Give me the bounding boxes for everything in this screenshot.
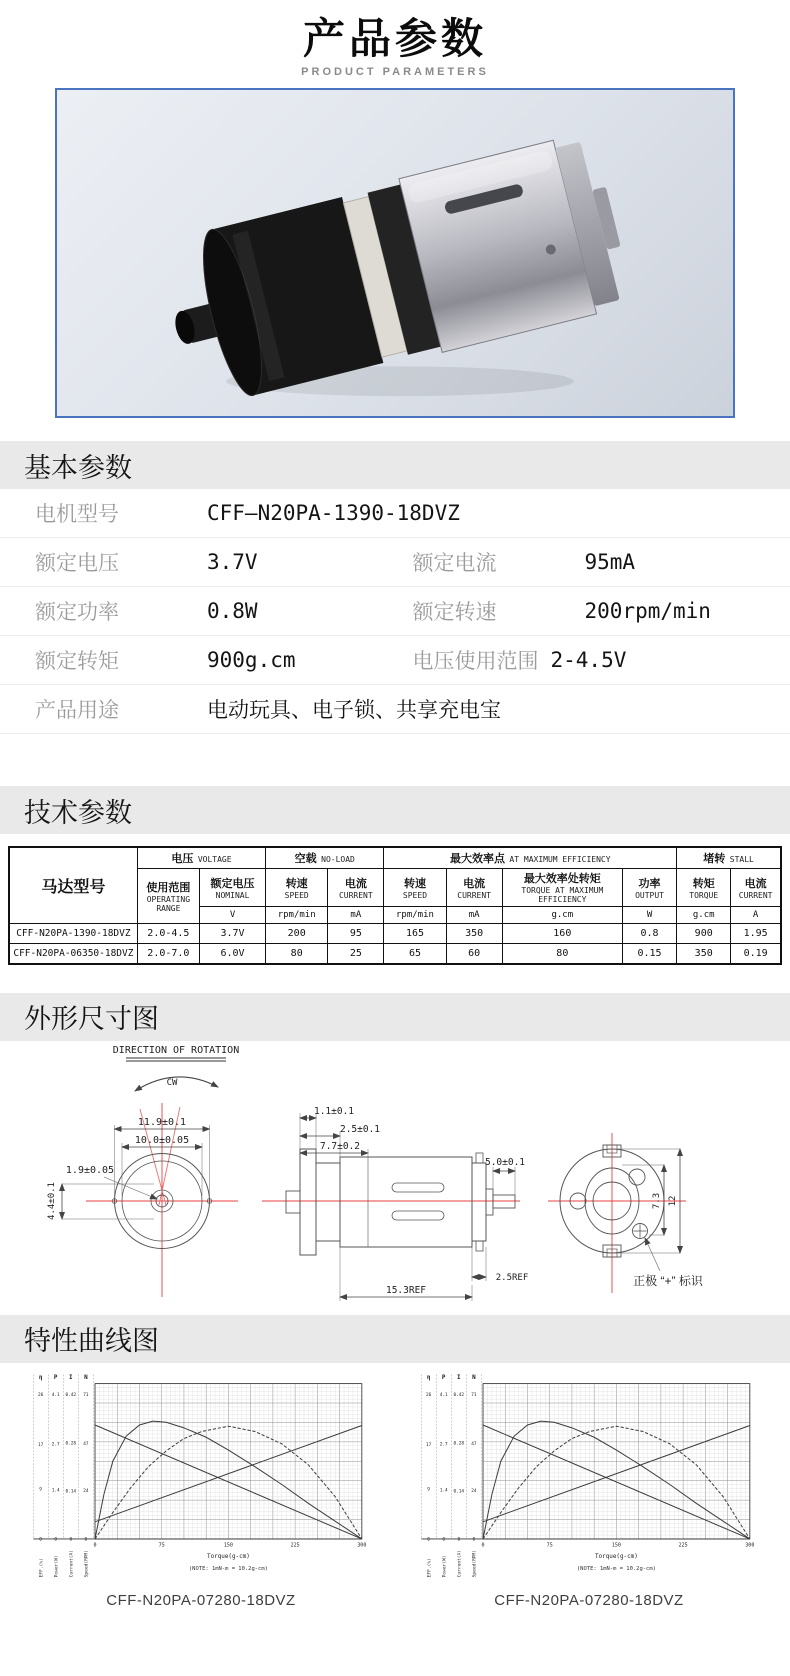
- data-cell: 2.0-7.0: [137, 943, 199, 964]
- y-axis-header: P: [53, 1373, 58, 1381]
- x-tick-label: 300: [745, 1541, 755, 1548]
- characteristic-chart-left: [12, 1369, 390, 1609]
- dim-shaft-length: 5.0±0.1: [484, 1156, 526, 1168]
- sub-header: 电流 CURRENT: [446, 869, 502, 906]
- data-cell: 1.95: [731, 923, 781, 943]
- front-view: [47, 1103, 238, 1297]
- data-cell: 350: [446, 923, 502, 943]
- chart-caption: CFF-N20PA-07280-18DVZ: [106, 1591, 296, 1609]
- param-label: 额定电压: [35, 552, 119, 576]
- param-label: 额定功率: [35, 601, 119, 625]
- sub-header: 额定电压 NOMINAL: [199, 869, 265, 906]
- y-tick-label: 47: [83, 1441, 89, 1447]
- unit-cell: mA: [328, 906, 384, 923]
- data-cell: 165: [384, 923, 446, 943]
- unit-cell: W: [622, 906, 676, 923]
- data-cell: 95: [328, 923, 384, 943]
- y-tick-label: 71: [471, 1392, 477, 1398]
- y-tick-label: 4.1: [439, 1392, 448, 1398]
- table-data-row: [9, 943, 781, 964]
- data-cell: 0.15: [622, 943, 676, 964]
- y-axis-label: EFF.(%): [39, 1557, 45, 1577]
- section-curves: [0, 1315, 790, 1363]
- y-axis-label: Speed(RPM): [84, 1549, 90, 1577]
- sub-header: 使用范围 OPERATING RANGE: [137, 869, 199, 923]
- data-cell: 80: [502, 943, 622, 964]
- dim-tail-ref: 2.5REF: [495, 1272, 529, 1283]
- y-axis-label: Speed(RPM): [472, 1549, 478, 1577]
- y-tick-label: 0: [472, 1537, 476, 1543]
- x-axis-label: Torque(g-cm): [595, 1552, 638, 1560]
- data-cell: 160: [502, 923, 622, 943]
- polarity-label: 正极 “+” 标识: [633, 1273, 703, 1288]
- unit-cell: A: [731, 906, 781, 923]
- data-cell: 65: [384, 943, 446, 964]
- rotation-cw-label: CW: [166, 1077, 178, 1088]
- dim-plate: 1.1±0.1: [313, 1105, 355, 1117]
- y-tick-label: 0: [39, 1537, 42, 1543]
- y-tick-label: 71: [83, 1392, 89, 1398]
- y-tick-label: 0.28: [65, 1440, 77, 1446]
- y-axis-header: P: [441, 1373, 446, 1381]
- section-basic-title: 基本参数: [24, 452, 132, 483]
- section-basic-params: [0, 441, 790, 489]
- y-axis-header: N: [84, 1373, 88, 1381]
- unit-cell: g.cm: [502, 906, 622, 923]
- data-cell: 0.8: [622, 923, 676, 943]
- y-tick-label: 0.42: [65, 1392, 77, 1398]
- group-header: 堵转 STALL: [677, 847, 781, 869]
- x-tick-label: 75: [546, 1541, 553, 1548]
- group-header: 空载 NO-LOAD: [266, 847, 384, 869]
- dimension-drawing: [0, 1041, 790, 1309]
- y-tick-label: 24: [83, 1488, 89, 1494]
- param-value: 95mA: [584, 550, 636, 575]
- param-label: 产品用途: [35, 699, 119, 723]
- group-header: 最大效率点 AT MAXIMUM EFFICIENCY: [384, 847, 677, 869]
- y-tick-label: 0: [84, 1537, 88, 1543]
- param-label: 额定转速: [412, 601, 497, 625]
- y-tick-label: 9: [39, 1487, 42, 1493]
- y-tick-label: 0.14: [65, 1489, 77, 1495]
- y-axis-label: Current(A): [457, 1549, 463, 1577]
- side-view: [262, 1106, 528, 1301]
- x-tick-label: 150: [223, 1541, 233, 1548]
- chart-note: (NOTE: 1mN-m = 10.2g-cm): [576, 1565, 656, 1572]
- table-data-row: [9, 923, 781, 943]
- param-value: 2-4.5V: [550, 648, 627, 673]
- sub-header: 转速 SPEED: [266, 869, 328, 906]
- page-title: 产品参数: [302, 15, 487, 62]
- dim-height: 12: [668, 1195, 678, 1206]
- y-axis-header: η: [426, 1373, 431, 1381]
- sub-header: 转速 SPEED: [384, 869, 446, 906]
- dim-shaft-diameter: 1.9±0.05: [65, 1164, 115, 1176]
- param-value: CFF—N20PA-1390-18DVZ: [207, 501, 460, 526]
- param-row: [0, 538, 790, 587]
- page-subtitle: PRODUCT PARAMETERS: [301, 66, 489, 79]
- y-axis-label: Power(W): [442, 1555, 448, 1577]
- sub-header: 最大效率处转矩 TORQUE AT MAXIMUM EFFICIENCY: [502, 869, 622, 906]
- data-cell: 3.7V: [199, 923, 265, 943]
- data-cell: 25: [328, 943, 384, 964]
- x-tick-label: 0: [93, 1541, 97, 1548]
- section-dimension-title: 外形尺寸图: [24, 1004, 159, 1035]
- tech-table: [8, 846, 782, 964]
- chart-note: (NOTE: 1mN-m = 10.2g-cm): [188, 1565, 268, 1572]
- y-tick-label: 26: [425, 1392, 432, 1398]
- data-cell: 350: [677, 943, 731, 964]
- section-curves-title: 特性曲线图: [24, 1326, 159, 1357]
- y-tick-label: 24: [471, 1488, 477, 1494]
- y-tick-label: 2.7: [439, 1442, 448, 1448]
- y-tick-label: 17: [37, 1442, 44, 1448]
- rotation-title: DIRECTION OF ROTATION: [112, 1044, 240, 1056]
- param-value: 3.7V: [207, 550, 258, 575]
- x-axis-label: Torque(g-cm): [207, 1552, 250, 1560]
- data-cell: 900: [677, 923, 731, 943]
- y-axis-header: N: [472, 1373, 476, 1381]
- characteristic-chart-right: [400, 1369, 778, 1609]
- x-tick-label: 0: [481, 1541, 485, 1548]
- y-tick-label: 0: [54, 1537, 58, 1543]
- y-tick-label: 1.4: [439, 1487, 448, 1493]
- unit-cell: rpm/min: [266, 906, 328, 923]
- dim-outer-width: 11.9±0.1: [137, 1116, 187, 1128]
- section-dimension: [0, 993, 790, 1041]
- param-value: 900g.cm: [207, 648, 296, 673]
- y-axis-label: Current(A): [69, 1549, 75, 1577]
- x-tick-label: 225: [290, 1541, 300, 1548]
- param-label: 额定电流: [412, 552, 497, 576]
- unit-cell: mA: [446, 906, 502, 923]
- y-tick-label: 0.28: [453, 1440, 465, 1446]
- y-tick-label: 4.1: [51, 1392, 60, 1398]
- y-tick-label: 1.4: [51, 1487, 60, 1493]
- data-cell: 2.0-4.5: [137, 923, 199, 943]
- param-value: 200rpm/min: [584, 599, 711, 624]
- y-tick-label: 0: [442, 1537, 446, 1543]
- motor-photo: [57, 90, 733, 416]
- x-tick-label: 75: [158, 1541, 165, 1548]
- data-cell: 60: [446, 943, 502, 964]
- product-image-frame: [55, 88, 735, 418]
- data-cell: 200: [266, 923, 328, 943]
- unit-cell: rpm/min: [384, 906, 446, 923]
- model-header: 马达型号: [9, 847, 137, 923]
- y-tick-label: 0.14: [453, 1489, 465, 1495]
- y-tick-label: 26: [37, 1392, 44, 1398]
- model-cell: CFF-N20PA-1390-18DVZ: [9, 923, 137, 943]
- y-axis-header: I: [456, 1373, 461, 1381]
- y-tick-label: 9: [427, 1487, 430, 1493]
- dim-hole-span: 7.3: [652, 1192, 662, 1209]
- dim-gear-step: 2.5±0.1: [339, 1123, 381, 1135]
- dim-gearbox: 7.7±0.2: [319, 1140, 361, 1152]
- rotation-direction-note: [113, 1045, 239, 1091]
- param-row: [0, 636, 790, 685]
- section-tech-params: [0, 786, 790, 834]
- y-tick-label: 2.7: [51, 1442, 60, 1448]
- y-tick-label: 0: [427, 1537, 430, 1543]
- param-row-usage: [0, 685, 790, 734]
- chart-canvas: [419, 1369, 759, 1581]
- param-value: 电动玩具、电子锁、共享充电宝: [207, 699, 501, 723]
- sub-header: 电流 CURRENT: [328, 869, 384, 906]
- unit-cell: g.cm: [677, 906, 731, 923]
- y-tick-label: 0: [457, 1537, 461, 1543]
- param-row: [0, 587, 790, 636]
- y-axis-header: η: [38, 1373, 43, 1381]
- param-label: 额定转矩: [35, 650, 119, 674]
- dim-inner-width: 10.0±0.05: [134, 1134, 190, 1146]
- group-header: 电压 VOLTAGE: [137, 847, 265, 869]
- page-header: [0, 0, 790, 78]
- sub-header: 电流 CURRENT: [731, 869, 781, 906]
- curve-charts: [0, 1363, 790, 1609]
- y-tick-label: 0.42: [453, 1392, 465, 1398]
- data-cell: 0.19: [731, 943, 781, 964]
- sub-header: 功率 OUTPUT: [622, 869, 676, 906]
- y-axis-header: I: [68, 1373, 73, 1381]
- y-tick-label: 17: [425, 1442, 432, 1448]
- y-axis-label: EFF.(%): [427, 1557, 433, 1577]
- section-tech-title: 技术参数: [24, 797, 132, 828]
- model-cell: CFF-N20PA-06350-18DVZ: [9, 943, 137, 964]
- x-tick-label: 150: [611, 1541, 621, 1548]
- x-tick-label: 225: [678, 1541, 688, 1548]
- y-axis-label: Power(W): [54, 1555, 60, 1577]
- dim-body-length: 15.3REF: [385, 1284, 427, 1296]
- basic-param-list: [0, 489, 790, 734]
- chart-canvas: [31, 1369, 371, 1581]
- data-cell: 6.0V: [199, 943, 265, 964]
- y-tick-label: 0: [69, 1537, 73, 1543]
- param-label: 电压使用范围: [412, 650, 539, 674]
- unit-cell: V: [199, 906, 265, 923]
- sub-header: 转矩 TORQUE: [677, 869, 731, 906]
- param-row-model: [0, 489, 790, 538]
- param-value: 0.8W: [207, 599, 258, 624]
- table-group-row: [9, 847, 781, 869]
- rear-view: [548, 1133, 704, 1293]
- dim-hub-height: 4.4±0.1: [47, 1181, 57, 1220]
- x-tick-label: 300: [357, 1541, 367, 1548]
- y-tick-label: 47: [471, 1441, 477, 1447]
- chart-caption: CFF-N20PA-07280-18DVZ: [494, 1591, 684, 1609]
- data-cell: 80: [266, 943, 328, 964]
- param-label: 电机型号: [35, 503, 119, 527]
